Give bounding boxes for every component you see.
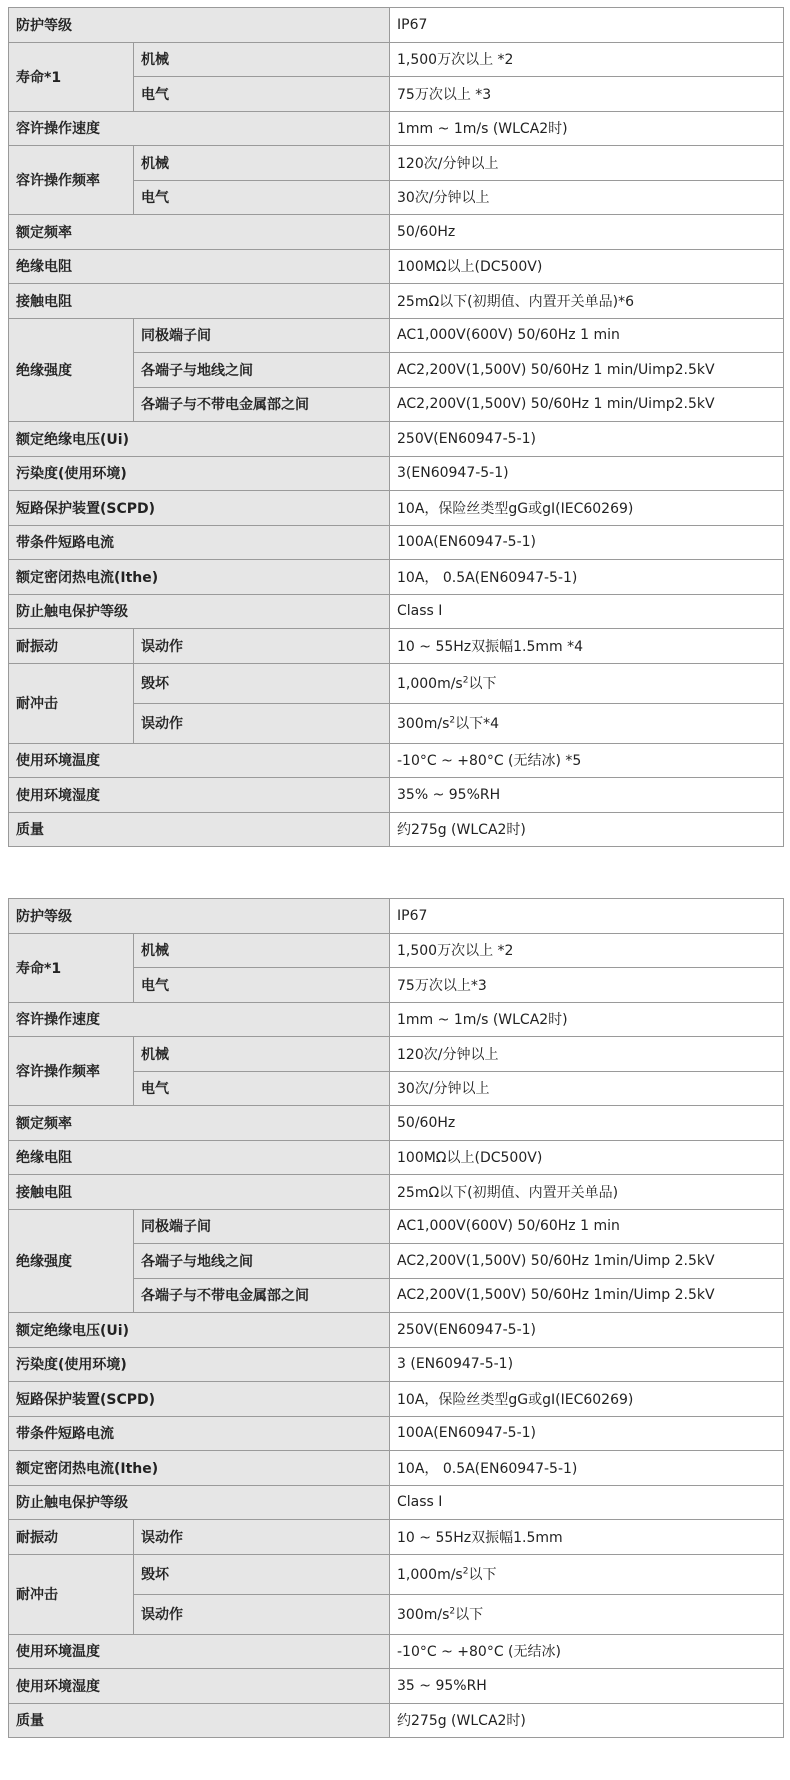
row-value: 约275g (WLCA2时) xyxy=(390,812,784,847)
row-value: 120次/分钟以上 xyxy=(390,146,784,181)
row-group-label: 耐振动 xyxy=(9,629,134,664)
row-group-label: 容许操作频率 xyxy=(9,146,134,215)
table-row xyxy=(9,1485,784,1520)
row-sublabel: 电气 xyxy=(134,1071,390,1106)
row-label: 带条件短路电流 xyxy=(9,525,390,560)
row-label: 绝缘电阻 xyxy=(9,249,390,284)
table-row xyxy=(9,1554,784,1594)
row-sublabel: 电气 xyxy=(134,968,390,1003)
row-value: 10A， 0.5A(EN60947-5-1) xyxy=(390,560,784,595)
row-value: 75万次以上*3 xyxy=(390,968,784,1003)
row-value: 1,500万次以上 *2 xyxy=(390,42,784,77)
row-sublabel: 各端子与不带电金属部之间 xyxy=(134,1278,390,1313)
table-row xyxy=(9,743,784,778)
row-value: Class I xyxy=(390,594,784,629)
row-group-label: 寿命*1 xyxy=(9,933,134,1002)
row-value: AC1,000V(600V) 50/60Hz 1 min xyxy=(390,1209,784,1244)
row-value: -10°C ~ +80°C (无结冰) xyxy=(390,1634,784,1669)
table-row xyxy=(9,1416,784,1451)
value-text: 300m/s xyxy=(397,716,450,732)
row-value xyxy=(390,1594,784,1634)
row-value: 3 (EN60947-5-1) xyxy=(390,1347,784,1382)
table-row xyxy=(9,1037,784,1072)
spec-table-1 xyxy=(8,7,784,847)
superscript: 2 xyxy=(449,715,456,726)
row-label: 防止触电保护等级 xyxy=(9,594,390,629)
table-row xyxy=(9,422,784,457)
value-text: 1,000m/s xyxy=(397,1567,463,1583)
superscript: 2 xyxy=(449,1606,456,1617)
row-label: 防护等级 xyxy=(9,8,390,43)
row-value: 25mΩ以下(初期值、内置开关单品)*6 xyxy=(390,284,784,319)
table-row xyxy=(9,663,784,703)
table-row xyxy=(9,1451,784,1486)
row-sublabel: 机械 xyxy=(134,933,390,968)
row-value: IP67 xyxy=(390,8,784,43)
row-sublabel: 机械 xyxy=(134,1037,390,1072)
row-label: 带条件短路电流 xyxy=(9,1416,390,1451)
row-sublabel: 误动作 xyxy=(134,703,390,743)
row-label: 接触电阻 xyxy=(9,284,390,319)
table-row xyxy=(9,1175,784,1210)
row-value: AC2,200V(1,500V) 50/60Hz 1min/Uimp 2.5kV xyxy=(390,1278,784,1313)
table-row xyxy=(9,594,784,629)
row-value: 10 ~ 55Hz双振幅1.5mm *4 xyxy=(390,629,784,664)
row-value: 10A，保险丝类型gG或gI(IEC60269) xyxy=(390,1382,784,1417)
row-label: 使用环境湿度 xyxy=(9,778,390,813)
table-row xyxy=(9,284,784,319)
row-value: 3(EN60947-5-1) xyxy=(390,456,784,491)
table-row xyxy=(9,42,784,77)
row-value: 100MΩ以上(DC500V) xyxy=(390,249,784,284)
row-value: IP67 xyxy=(390,899,784,934)
row-sublabel: 误动作 xyxy=(134,1594,390,1634)
row-sublabel: 各端子与地线之间 xyxy=(134,353,390,388)
row-label: 质量 xyxy=(9,812,390,847)
row-sublabel: 同极端子间 xyxy=(134,318,390,353)
row-label: 短路保护装置(SCPD) xyxy=(9,1382,390,1417)
value-text: 1,000m/s xyxy=(397,676,463,692)
row-group-label: 寿命*1 xyxy=(9,42,134,111)
row-value: 10A，保险丝类型gG或gI(IEC60269) xyxy=(390,491,784,526)
row-sublabel: 各端子与不带电金属部之间 xyxy=(134,387,390,422)
table-row xyxy=(9,1347,784,1382)
row-label: 额定密闭热电流(Ithe) xyxy=(9,560,390,595)
row-label: 额定频率 xyxy=(9,1106,390,1141)
row-value: 100A(EN60947-5-1) xyxy=(390,1416,784,1451)
row-label: 防止触电保护等级 xyxy=(9,1485,390,1520)
table-row xyxy=(9,146,784,181)
row-value: 1,500万次以上 *2 xyxy=(390,933,784,968)
row-value: 约275g (WLCA2时) xyxy=(390,1703,784,1738)
table-row xyxy=(9,1634,784,1669)
row-sublabel: 各端子与地线之间 xyxy=(134,1244,390,1279)
row-label: 额定频率 xyxy=(9,215,390,250)
row-value: -10°C ~ +80°C (无结冰) *5 xyxy=(390,743,784,778)
row-label: 额定绝缘电压(Ui) xyxy=(9,1313,390,1348)
row-value: 250V(EN60947-5-1) xyxy=(390,1313,784,1348)
row-sublabel: 机械 xyxy=(134,42,390,77)
row-value: 25mΩ以下(初期值、内置开关单品) xyxy=(390,1175,784,1210)
row-group-label: 耐冲击 xyxy=(9,663,134,743)
table-row xyxy=(9,1106,784,1141)
table-row xyxy=(9,1209,784,1244)
table-row xyxy=(9,1382,784,1417)
table-row xyxy=(9,933,784,968)
table-row xyxy=(9,456,784,491)
value-text: 以下 xyxy=(468,676,497,692)
table-row xyxy=(9,1002,784,1037)
row-label: 绝缘电阻 xyxy=(9,1140,390,1175)
row-value: Class I xyxy=(390,1485,784,1520)
table-row xyxy=(9,629,784,664)
row-label: 容许操作速度 xyxy=(9,111,390,146)
table-row xyxy=(9,1520,784,1555)
table-row xyxy=(9,318,784,353)
row-sublabel: 电气 xyxy=(134,180,390,215)
row-label: 污染度(使用环境) xyxy=(9,456,390,491)
table-row xyxy=(9,215,784,250)
row-value xyxy=(390,703,784,743)
row-sublabel: 误动作 xyxy=(134,1520,390,1555)
row-label: 使用环境湿度 xyxy=(9,1669,390,1704)
row-group-label: 绝缘强度 xyxy=(9,1209,134,1313)
row-value: 100A(EN60947-5-1) xyxy=(390,525,784,560)
row-sublabel: 电气 xyxy=(134,77,390,112)
row-label: 质量 xyxy=(9,1703,390,1738)
row-sublabel: 同极端子间 xyxy=(134,1209,390,1244)
row-label: 额定绝缘电压(Ui) xyxy=(9,422,390,457)
row-value: AC2,200V(1,500V) 50/60Hz 1 min/Uimp2.5kV xyxy=(390,353,784,388)
row-value: 30次/分钟以上 xyxy=(390,1071,784,1106)
value-text: 以下 xyxy=(455,1607,484,1623)
row-label: 额定密闭热电流(Ithe) xyxy=(9,1451,390,1486)
row-label: 短路保护装置(SCPD) xyxy=(9,491,390,526)
row-group-label: 耐振动 xyxy=(9,1520,134,1555)
row-value: 50/60Hz xyxy=(390,1106,784,1141)
table-row xyxy=(9,899,784,934)
row-label: 容许操作速度 xyxy=(9,1002,390,1037)
row-label: 防护等级 xyxy=(9,899,390,934)
row-value: 10 ~ 55Hz双振幅1.5mm xyxy=(390,1520,784,1555)
row-group-label: 容许操作频率 xyxy=(9,1037,134,1106)
table-row xyxy=(9,778,784,813)
table-row xyxy=(9,8,784,43)
table-row xyxy=(9,111,784,146)
row-label: 接触电阻 xyxy=(9,1175,390,1210)
row-value: 75万次以上 *3 xyxy=(390,77,784,112)
row-value: 120次/分钟以上 xyxy=(390,1037,784,1072)
value-text: 300m/s xyxy=(397,1607,450,1623)
table-row xyxy=(9,560,784,595)
row-group-label: 耐冲击 xyxy=(9,1554,134,1634)
table-row xyxy=(9,1140,784,1175)
table-row xyxy=(9,1313,784,1348)
row-value: 35% ~ 95%RH xyxy=(390,778,784,813)
row-sublabel: 毁坏 xyxy=(134,663,390,703)
table-row xyxy=(9,1669,784,1704)
value-text: 以下*4 xyxy=(455,716,500,732)
table-row xyxy=(9,249,784,284)
table-row xyxy=(9,525,784,560)
row-value: 10A， 0.5A(EN60947-5-1) xyxy=(390,1451,784,1486)
row-value: 35 ~ 95%RH xyxy=(390,1669,784,1704)
row-label: 使用环境温度 xyxy=(9,743,390,778)
row-value: AC2,200V(1,500V) 50/60Hz 1min/Uimp 2.5kV xyxy=(390,1244,784,1279)
row-label: 使用环境温度 xyxy=(9,1634,390,1669)
row-value: AC1,000V(600V) 50/60Hz 1 min xyxy=(390,318,784,353)
table-row xyxy=(9,1703,784,1738)
row-value: 50/60Hz xyxy=(390,215,784,250)
table-row xyxy=(9,812,784,847)
row-group-label: 绝缘强度 xyxy=(9,318,134,422)
row-value: AC2,200V(1,500V) 50/60Hz 1 min/Uimp2.5kV xyxy=(390,387,784,422)
row-value: 1mm ~ 1m/s (WLCA2时) xyxy=(390,111,784,146)
row-sublabel: 机械 xyxy=(134,146,390,181)
row-value: 1mm ~ 1m/s (WLCA2时) xyxy=(390,1002,784,1037)
row-value: 250V(EN60947-5-1) xyxy=(390,422,784,457)
spec-table-2 xyxy=(8,898,784,1738)
superscript: 2 xyxy=(462,675,469,686)
row-value: 100MΩ以上(DC500V) xyxy=(390,1140,784,1175)
superscript: 2 xyxy=(462,1566,469,1577)
row-sublabel: 毁坏 xyxy=(134,1554,390,1594)
row-sublabel: 误动作 xyxy=(134,629,390,664)
row-value: 30次/分钟以上 xyxy=(390,180,784,215)
value-text: 以下 xyxy=(468,1567,497,1583)
row-value xyxy=(390,663,784,703)
row-value xyxy=(390,1554,784,1594)
row-label: 污染度(使用环境) xyxy=(9,1347,390,1382)
table-row xyxy=(9,491,784,526)
